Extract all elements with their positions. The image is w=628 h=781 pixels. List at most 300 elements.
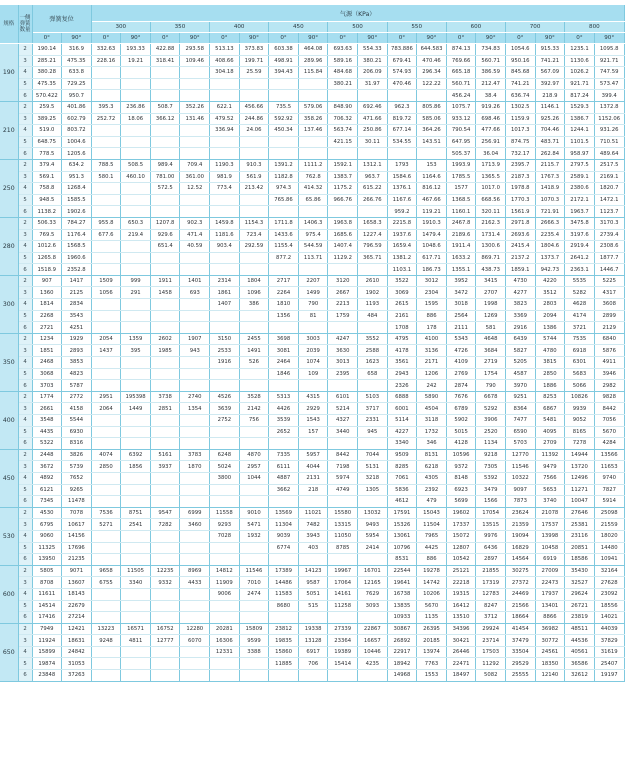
torque-cell: 1354 — [180, 403, 210, 415]
torque-cell: 963.7 — [358, 171, 388, 183]
torque-cell: 948.5 — [32, 194, 62, 206]
torque-cell — [121, 658, 151, 670]
torque-cell: 6840 — [594, 333, 624, 345]
torque-cell: 6121 — [32, 484, 62, 496]
torque-cell — [91, 658, 121, 670]
torque-cell: 2162.3 — [476, 217, 506, 229]
torque-cell: 15414 — [328, 658, 358, 670]
torque-cell: 1732 — [417, 426, 447, 438]
size-cell: 400 — [0, 391, 18, 449]
torque-cell: 7827 — [594, 484, 624, 496]
torque-cell — [358, 264, 388, 276]
torque-cell: 7566 — [535, 472, 565, 484]
torque-cell: 3340 — [121, 577, 151, 589]
torque-cell — [91, 670, 121, 682]
torque-cell: 2533 — [210, 345, 240, 357]
torque-cell: 212.47 — [476, 78, 506, 90]
torque-cell: 399.4 — [594, 90, 624, 102]
torque-cell — [91, 426, 121, 438]
torque-cell: 1074 — [298, 357, 328, 369]
torque-cell: 373.83 — [239, 44, 269, 56]
torque-cell: 4612 — [387, 496, 417, 508]
spring-count-cell: 2 — [18, 449, 32, 461]
torque-cell: 796.59 — [358, 241, 388, 253]
table-row — [0, 90, 624, 102]
torque-cell: 25555 — [506, 670, 536, 682]
spring-count-cell: 4 — [18, 530, 32, 542]
torque-cell: 1123.7 — [594, 206, 624, 218]
torque-cell: 13720 — [565, 461, 595, 473]
torque-cell: 2264 — [269, 287, 299, 299]
torque-cell: 15899 — [32, 646, 62, 658]
torque-cell: 25407 — [594, 658, 624, 670]
table-body — [0, 44, 624, 682]
torque-cell: 3717 — [358, 403, 388, 415]
torque-cell — [328, 496, 358, 508]
torque-cell — [121, 67, 151, 79]
torque-cell — [91, 264, 121, 276]
torque-cell: 1561.9 — [506, 206, 536, 218]
torque-cell: 3738 — [150, 391, 180, 403]
torque-cell: 13032 — [358, 507, 388, 519]
torque-cell: 1129.2 — [328, 252, 358, 264]
torque-cell: 4227 — [387, 426, 417, 438]
torque-cell: 18631 — [62, 635, 92, 647]
torque-cell — [210, 600, 240, 612]
torque-cell: 14968 — [387, 670, 417, 682]
torque-cell: 20281 — [210, 623, 240, 635]
spring-count-cell: 3 — [18, 113, 32, 125]
torque-cell: 7763 — [417, 658, 447, 670]
torque-cell — [180, 310, 210, 322]
spring-count-cell: 4 — [18, 299, 32, 311]
torque-cell: 1372.8 — [594, 101, 624, 113]
torque-cell: 1207.8 — [150, 217, 180, 229]
torque-cell: 4749 — [328, 484, 358, 496]
torque-cell: 790 — [298, 299, 328, 311]
spring-count-cell: 4 — [18, 646, 32, 658]
table-row — [0, 554, 624, 566]
torque-cell: 7965 — [417, 530, 447, 542]
torque-cell: 12140 — [535, 670, 565, 682]
torque-cell: 508.5 — [121, 159, 151, 171]
torque-cell: 3528 — [239, 391, 269, 403]
torque-cell: 31.97 — [358, 78, 388, 90]
torque-cell: 9332 — [150, 577, 180, 589]
torque-cell: 5744 — [535, 333, 565, 345]
torque-cell: 665.18 — [446, 67, 476, 79]
torque-cell: 3608 — [594, 299, 624, 311]
torque-cell: 773.4 — [210, 183, 240, 195]
torque-cell: 721.91 — [535, 206, 565, 218]
torque-cell: 2564 — [446, 310, 476, 322]
torque-cell: 3369 — [506, 310, 536, 322]
torque-cell — [91, 588, 121, 600]
torque-cell: 11924 — [32, 635, 62, 647]
torque-cell: 1190.3 — [210, 159, 240, 171]
spring-count-cell: 6 — [18, 438, 32, 450]
torque-cell: 414.32 — [298, 183, 328, 195]
torque-cell: 36982 — [535, 623, 565, 635]
torque-cell: 236.86 — [121, 101, 151, 113]
spring-count-cell: 2 — [18, 507, 32, 519]
torque-cell — [150, 542, 180, 554]
torque-cell — [121, 252, 151, 264]
torque-cell — [180, 496, 210, 508]
torque-cell: 1360 — [32, 287, 62, 299]
torque-cell: 1376.1 — [387, 183, 417, 195]
torque-cell: 12331 — [210, 646, 240, 658]
torque-cell — [121, 78, 151, 90]
torque-cell: 1851 — [32, 345, 62, 357]
torque-cell: 34396 — [446, 623, 476, 635]
torque-cell: 2517.5 — [594, 159, 624, 171]
torque-cell: 14156 — [62, 530, 92, 542]
torque-cell: 4795 — [387, 333, 417, 345]
torque-cell: 3543 — [62, 310, 92, 322]
torque-cell: 456.24 — [446, 90, 476, 102]
torque-cell: 5024 — [210, 461, 240, 473]
torque-cell: 19315 — [446, 588, 476, 600]
torque-cell — [150, 125, 180, 137]
torque-cell: 2189.6 — [446, 229, 476, 241]
torque-cell — [121, 206, 151, 218]
torque-cell: 3826 — [62, 449, 92, 461]
torque-cell: 15326 — [387, 519, 417, 531]
torque-cell — [180, 368, 210, 380]
torque-cell: 962.3 — [387, 101, 417, 113]
torque-cell — [210, 670, 240, 682]
torque-cell: 9097 — [506, 484, 536, 496]
torque-cell: 3946 — [594, 368, 624, 380]
torque-cell: 366.12 — [150, 113, 180, 125]
torque-cell — [180, 588, 210, 600]
torque-cell: 1685.6 — [328, 229, 358, 241]
torque-cell: 332.63 — [91, 44, 121, 56]
torque-cell — [298, 554, 328, 566]
torque-cell: 2850 — [91, 461, 121, 473]
torque-cell: 26721 — [565, 600, 595, 612]
angle-90-header: 90° — [180, 33, 210, 44]
torque-cell: 5787 — [62, 380, 92, 392]
torque-cell — [298, 90, 328, 102]
torque-cell — [298, 264, 328, 276]
torque-cell: 12421 — [62, 623, 92, 635]
table-row — [0, 78, 624, 90]
torque-cell: 143.51 — [417, 136, 447, 148]
torque-cell: 1417 — [62, 275, 92, 287]
torque-cell — [210, 322, 240, 334]
torque-cell — [150, 530, 180, 542]
torque-cell — [180, 542, 210, 554]
spring-count-cell: 4 — [18, 357, 32, 369]
torque-cell — [91, 183, 121, 195]
torque-cell: 218 — [298, 484, 328, 496]
torque-cell: 4628 — [565, 299, 595, 311]
torque-cell: 18.06 — [121, 113, 151, 125]
torque-cell: 11392 — [535, 449, 565, 461]
torque-cell: 252.72 — [91, 113, 121, 125]
torque-cell: 1154.3 — [239, 217, 269, 229]
torque-cell — [91, 415, 121, 427]
table-row — [0, 101, 624, 113]
torque-cell: 195398 — [121, 391, 151, 403]
torque-cell: 3197.6 — [565, 229, 595, 241]
torque-cell: 14486 — [269, 577, 299, 589]
torque-cell: 12496 — [565, 472, 595, 484]
torque-cell: 262.84 — [535, 148, 565, 160]
torque-cell: 256.91 — [476, 136, 506, 148]
torque-cell: 7482 — [298, 519, 328, 531]
torque-cell: 5699 — [446, 496, 476, 508]
torque-cell: 5114 — [387, 415, 417, 427]
torque-cell: 2054 — [91, 333, 121, 345]
angle-90-header: 90° — [417, 33, 447, 44]
table-row — [0, 507, 624, 519]
torque-cell: 4277 — [506, 287, 536, 299]
torque-cell — [121, 670, 151, 682]
torque-cell: 874.75 — [506, 136, 536, 148]
torque-cell: 845.68 — [506, 67, 536, 79]
torque-cell: 21559 — [594, 519, 624, 531]
torque-cell — [121, 612, 151, 624]
torque-cell: 7652 — [62, 472, 92, 484]
torque-cell — [298, 380, 328, 392]
count-column-header: 一侧弹簧数量 — [18, 5, 32, 44]
torque-cell: 2772 — [62, 391, 92, 403]
torque-cell: 6111 — [269, 461, 299, 473]
torque-cell: 13401 — [535, 600, 565, 612]
torque-cell: 741.21 — [506, 78, 536, 90]
torque-cell: 1767.3 — [535, 171, 565, 183]
torque-cell: 1491 — [239, 345, 269, 357]
torque-cell — [91, 554, 121, 566]
spring-count-cell: 6 — [18, 90, 32, 102]
torque-cell: 11021 — [298, 507, 328, 519]
torque-cell: 602.79 — [62, 113, 92, 125]
torque-cell: 8131 — [417, 449, 447, 461]
table-row — [0, 55, 624, 67]
table-row — [0, 542, 624, 554]
spring-count-cell: 2 — [18, 44, 32, 56]
table-row — [0, 206, 624, 218]
spring-count-cell: 3 — [18, 577, 32, 589]
table-row — [0, 496, 624, 508]
torque-cell — [180, 78, 210, 90]
torque-cell: 544.59 — [298, 241, 328, 253]
torque-cell: 706 — [298, 658, 328, 670]
angle-0-header: 0° — [446, 33, 476, 44]
torque-cell: 1383.7 — [328, 171, 358, 183]
torque-cell: 11909 — [210, 577, 240, 589]
torque-cell: 11546 — [506, 461, 536, 473]
torque-cell: 1391.2 — [269, 159, 299, 171]
torque-cell: 1963.7 — [565, 206, 595, 218]
torque-cell — [239, 194, 269, 206]
torque-cell: 1543 — [298, 415, 328, 427]
torque-cell: 14480 — [594, 542, 624, 554]
torque-cell — [239, 542, 269, 554]
size-cell: 300 — [0, 275, 18, 333]
torque-cell: 23624 — [506, 507, 536, 519]
torque-cell: 11292 — [476, 658, 506, 670]
torque-cell: 1658.3 — [358, 217, 388, 229]
torque-cell — [269, 322, 299, 334]
torque-cell: 21359 — [506, 519, 536, 531]
torque-cell: 2314 — [210, 275, 240, 287]
torque-cell: 1418.9 — [535, 183, 565, 195]
torque-cell: 33504 — [506, 646, 536, 658]
torque-cell: 1056 — [91, 287, 121, 299]
torque-cell: 3800 — [210, 472, 240, 484]
torque-cell: 886 — [417, 310, 447, 322]
torque-cell: 734.83 — [476, 44, 506, 56]
torque-cell — [121, 472, 151, 484]
torque-cell: 3853 — [62, 357, 92, 369]
torque-cell: 10796 — [387, 542, 417, 554]
torque-cell: 513.13 — [210, 44, 240, 56]
torque-cell: 320.11 — [476, 206, 506, 218]
torque-cell: 3740 — [535, 496, 565, 508]
torque-cell: 647.95 — [446, 136, 476, 148]
torque-cell: 1312.1 — [358, 159, 388, 171]
torque-cell: 925.26 — [535, 113, 565, 125]
torque-cell: 534.55 — [387, 136, 417, 148]
torque-cell: 29924 — [476, 623, 506, 635]
torque-cell: 2207 — [298, 275, 328, 287]
torque-cell: 3698 — [269, 333, 299, 345]
torque-cell: 8247 — [476, 600, 506, 612]
torque-cell: 17696 — [62, 542, 92, 554]
torque-cell: 16701 — [358, 565, 388, 577]
torque-cell: 3472 — [446, 287, 476, 299]
torque-cell: 2851 — [150, 403, 180, 415]
torque-cell: 475.35 — [62, 55, 92, 67]
torque-cell: 316.9 — [62, 44, 92, 56]
torque-cell: 1138.2 — [32, 206, 62, 218]
torque-cell: 14021 — [594, 612, 624, 624]
torque-cell: 9039 — [269, 530, 299, 542]
torque-cell: 877.2 — [269, 252, 299, 264]
table-row — [0, 217, 624, 229]
torque-cell: 27628 — [594, 577, 624, 589]
torque-cell: 213.42 — [239, 183, 269, 195]
torque-cell: 13950 — [32, 554, 62, 566]
torque-cell: 7078 — [62, 507, 92, 519]
torque-cell: 3479 — [476, 484, 506, 496]
torque-cell: 1048.6 — [417, 241, 447, 253]
torque-cell: 589.16 — [328, 55, 358, 67]
torque-cell: 1406.3 — [298, 217, 328, 229]
angle-90-header: 90° — [298, 33, 328, 44]
torque-cell: 6795 — [32, 519, 62, 531]
torque-cell: 477.66 — [476, 125, 506, 137]
torque-cell: 6918 — [565, 345, 595, 357]
torque-cell — [180, 322, 210, 334]
torque-cell: 5313 — [269, 391, 299, 403]
torque-cell: 489.64 — [594, 148, 624, 160]
torque-cell: 741.21 — [535, 55, 565, 67]
torque-cell — [180, 136, 210, 148]
torque-cell: 27372 — [506, 577, 536, 589]
torque-cell — [328, 612, 358, 624]
torque-cell: 1846 — [269, 368, 299, 380]
torque-cell: 4315 — [298, 391, 328, 403]
torque-cell: 4426 — [269, 403, 299, 415]
torque-cell: 5225 — [594, 275, 624, 287]
torque-cell — [180, 67, 210, 79]
torque-cell: 1012.6 — [32, 241, 62, 253]
torque-cell — [358, 670, 388, 682]
torque-cell: 1711.8 — [269, 217, 299, 229]
torque-cell: 569.1 — [32, 171, 62, 183]
torque-cell: 2111 — [446, 322, 476, 334]
angle-0-header: 0° — [210, 33, 240, 44]
torque-cell: 4648 — [476, 333, 506, 345]
torque-cell — [210, 368, 240, 380]
torque-cell: 109.46 — [180, 55, 210, 67]
torque-cell: 11325 — [32, 542, 62, 554]
torque-cell: 677.6 — [91, 229, 121, 241]
torque-cell — [150, 426, 180, 438]
torque-cell: 10206 — [417, 588, 447, 600]
torque-cell: 5161 — [150, 449, 180, 461]
spring-reset-header: 弹簧复位 — [32, 5, 91, 33]
torque-cell: 1911.4 — [446, 241, 476, 253]
torque-cell — [210, 252, 240, 264]
torque-cell: 12807 — [446, 542, 476, 554]
angle-0-header: 0° — [565, 33, 595, 44]
torque-cell: 3012 — [417, 275, 447, 287]
torque-cell: 3440 — [328, 426, 358, 438]
torque-cell: 11583 — [269, 588, 299, 600]
torque-cell: 18143 — [62, 588, 92, 600]
size-cell: 450 — [0, 449, 18, 507]
torque-cell — [239, 484, 269, 496]
torque-cell — [91, 241, 121, 253]
torque-cell — [91, 310, 121, 322]
torque-cell: 1998 — [476, 299, 506, 311]
torque-cell: 1235.1 — [565, 44, 595, 56]
torque-cell: 401.86 — [62, 101, 92, 113]
torque-cell: 1633.2 — [446, 252, 476, 264]
torque-cell: 9509 — [387, 449, 417, 461]
torque-cell: 296.34 — [417, 67, 447, 79]
torque-cell: 7335 — [269, 449, 299, 461]
torque-cell: 3552 — [358, 333, 388, 345]
torque-cell: 464.08 — [298, 44, 328, 56]
torque-cell: 4095 — [535, 426, 565, 438]
torque-cell — [239, 252, 269, 264]
torque-cell: 10446 — [358, 646, 388, 658]
torque-cell: 10322 — [506, 472, 536, 484]
torque-cell: 6789 — [446, 403, 476, 415]
torque-cell: 16412 — [446, 600, 476, 612]
torque-cell: 22679 — [62, 600, 92, 612]
spring-count-cell: 6 — [18, 554, 32, 566]
torque-cell: 18942 — [387, 658, 417, 670]
torque-cell — [239, 206, 269, 218]
torque-cell: 9071 — [62, 565, 92, 577]
torque-cell — [150, 554, 180, 566]
torque-cell — [121, 136, 151, 148]
torque-cell: 3783 — [180, 449, 210, 461]
torque-cell: 22544 — [387, 565, 417, 577]
torque-cell — [358, 554, 388, 566]
torque-cell: 2308.6 — [594, 241, 624, 253]
torque-cell: 131.46 — [180, 113, 210, 125]
torque-cell: 27339 — [328, 623, 358, 635]
